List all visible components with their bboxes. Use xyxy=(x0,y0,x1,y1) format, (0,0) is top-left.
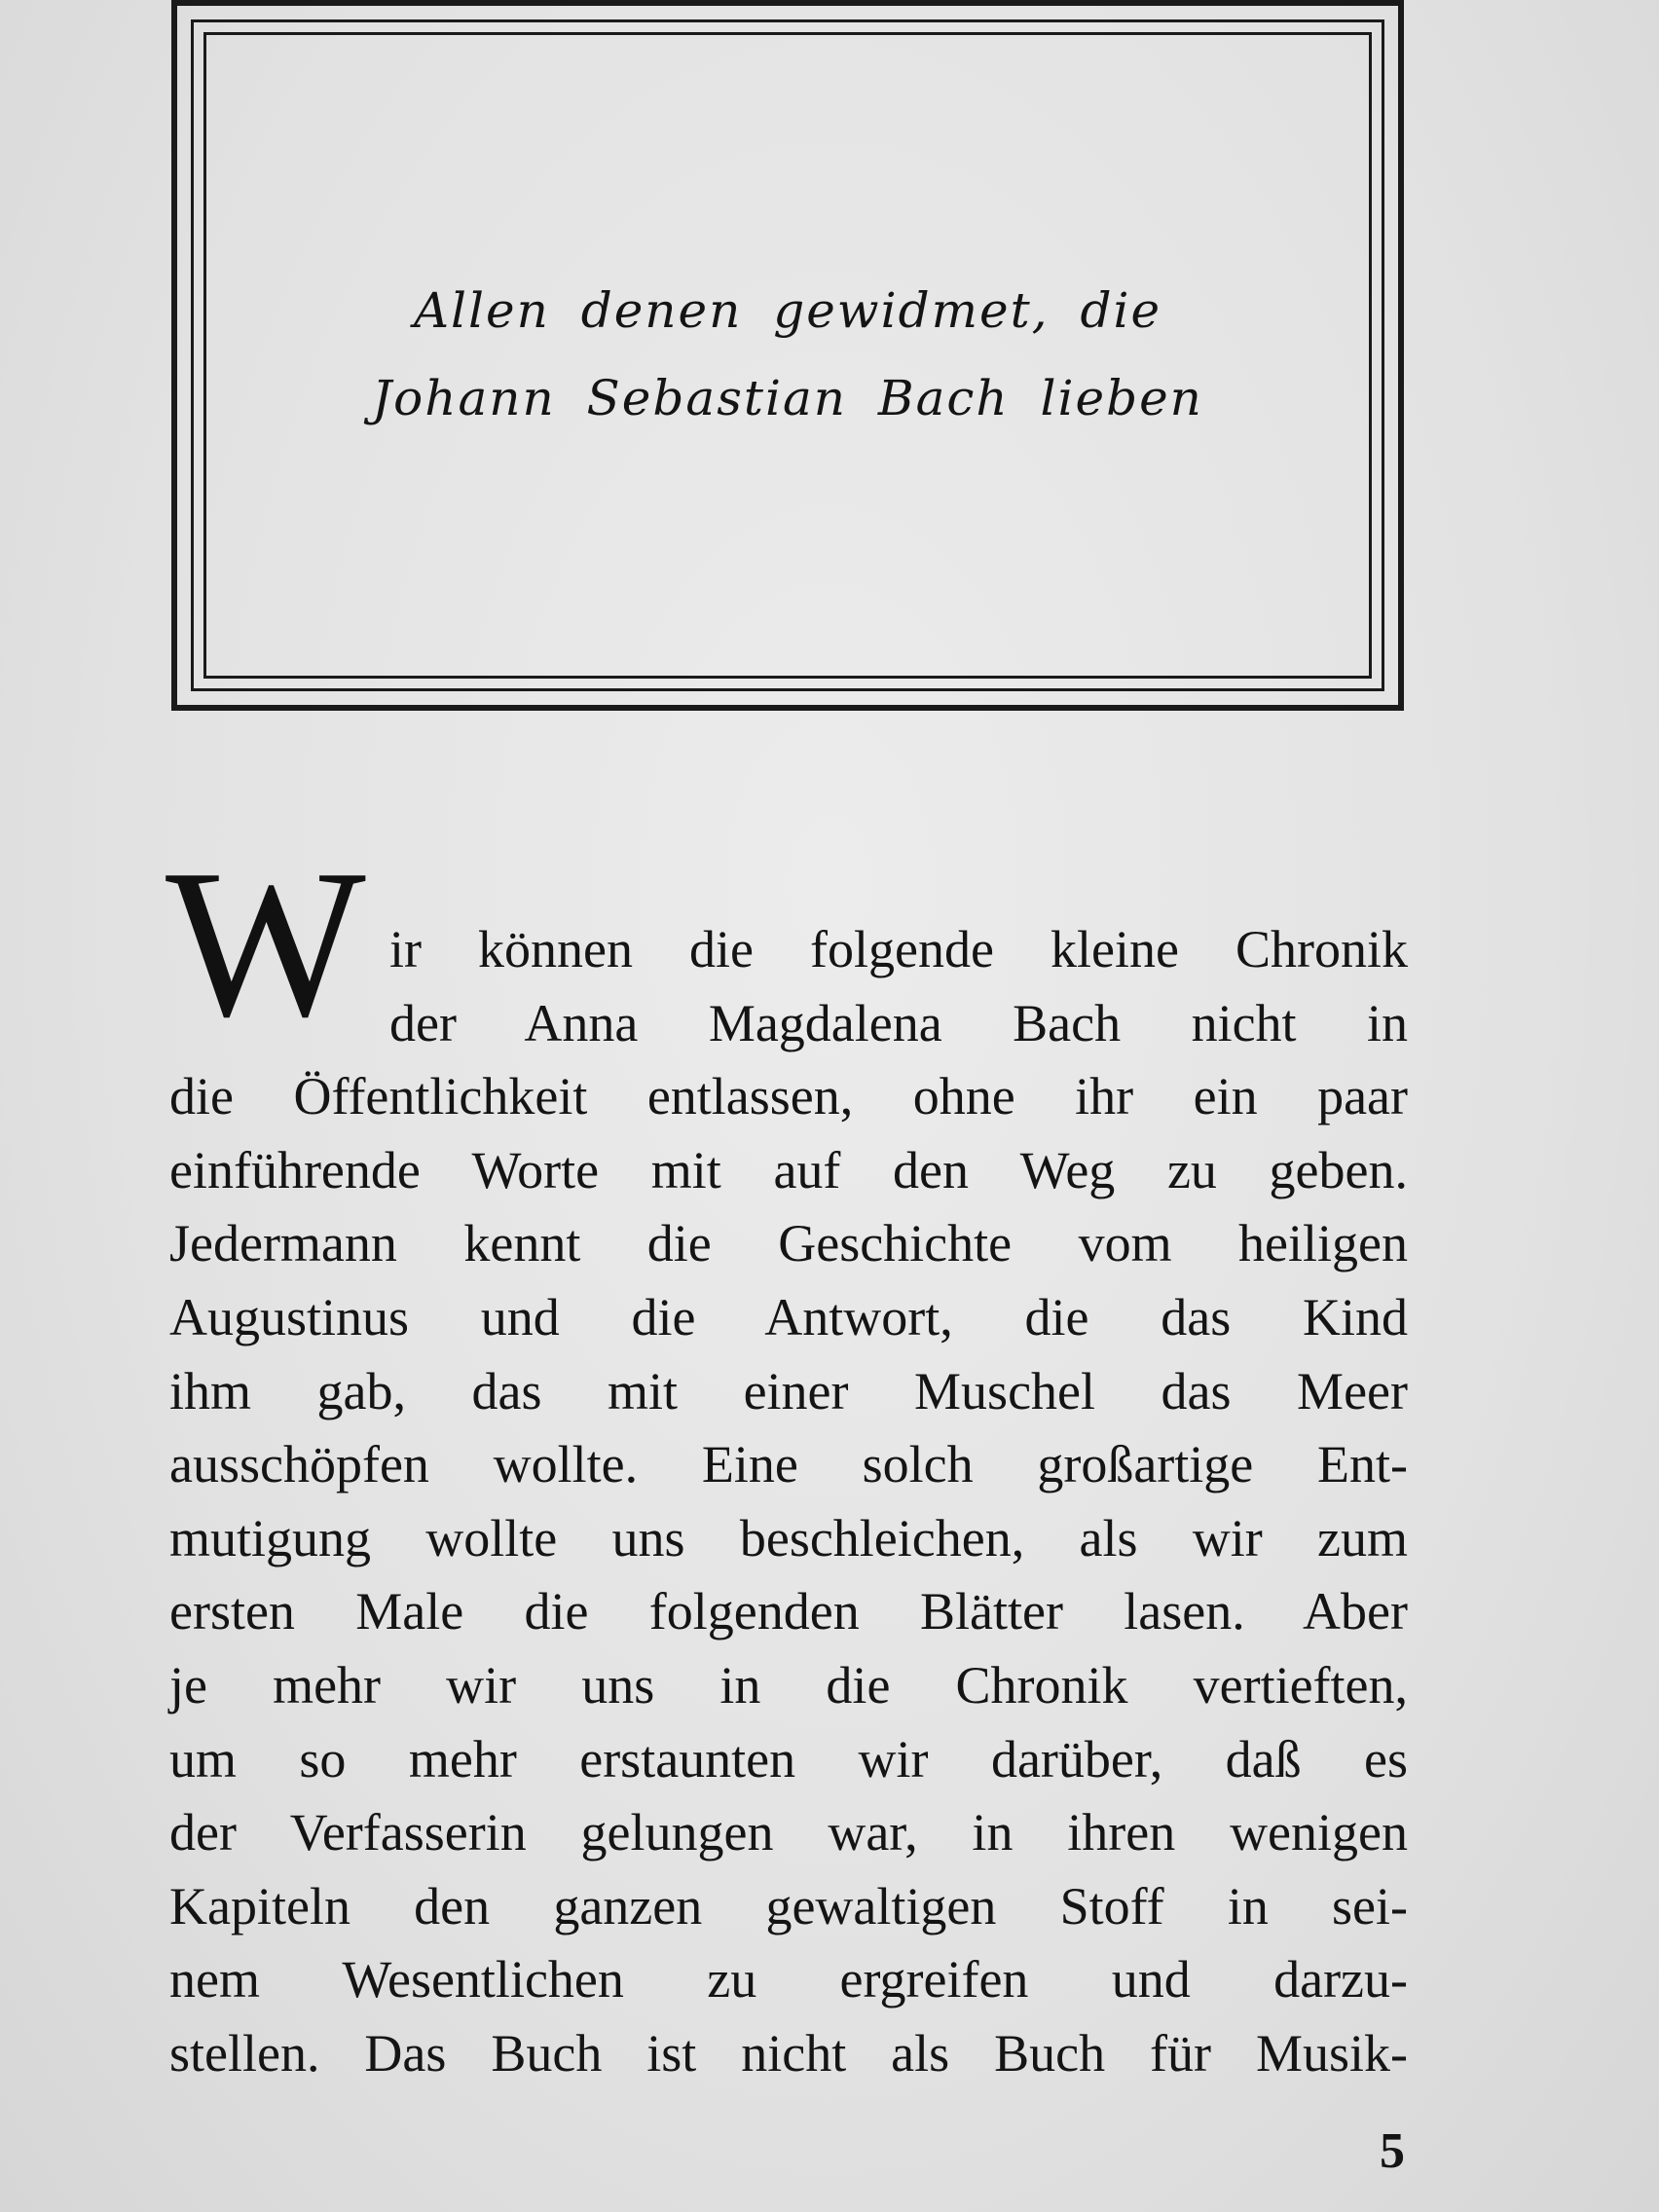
body-line: Jedermann kennt die Geschichte vom heiligen xyxy=(169,1214,1408,1273)
body-line: ausschöpfen wollte. Eine solch großartige Ent- xyxy=(169,1435,1408,1494)
body-line: ihm gab, das mit einer Muschel das Meer xyxy=(169,1361,1408,1420)
body-line: Kapiteln den ganzen gewaltigen Stoff in sei- xyxy=(169,1876,1408,1936)
page-number: 5 xyxy=(1380,2123,1405,2179)
body-line: stellen. Das Buch ist nicht als Buch für Musik- xyxy=(169,2023,1408,2083)
dedication-line: Allen denen gewidmet, die xyxy=(413,282,1162,339)
body-line: mutigung wollte uns beschleichen, als wir zum xyxy=(169,1508,1408,1567)
dedication-text xyxy=(177,267,1398,442)
body-line: der Anna Magdalena Bach nicht in xyxy=(389,993,1408,1052)
body-line: ersten Male die folgenden Blätter lasen. Aber xyxy=(169,1582,1408,1641)
body-line: je mehr wir uns in die Chronik vertieften, xyxy=(169,1655,1408,1714)
body-line: der Verfasserin gelungen war, in ihren wenigen xyxy=(169,1803,1408,1862)
body-line: nem Wesentlichen zu ergreifen und darzu- xyxy=(169,1950,1408,2009)
body-paragraph xyxy=(169,913,1408,2091)
body-line: um so mehr erstaunten wir darüber, daß es xyxy=(169,1729,1408,1788)
drop-cap: W xyxy=(166,827,366,1061)
body-line: Augustinus und die Antwort, die das Kind xyxy=(169,1287,1408,1346)
dedication-frame xyxy=(171,0,1404,711)
body-line: die Öffentlichkeit entlassen, ohne ihr ein paar xyxy=(169,1067,1408,1126)
body-line: ir können die folgende kleine Chronik xyxy=(389,920,1408,978)
dedication-line: Johann Sebastian Bach lieben xyxy=(372,370,1203,426)
body-line: einführende Worte mit auf den Weg zu geben. xyxy=(169,1140,1408,1199)
